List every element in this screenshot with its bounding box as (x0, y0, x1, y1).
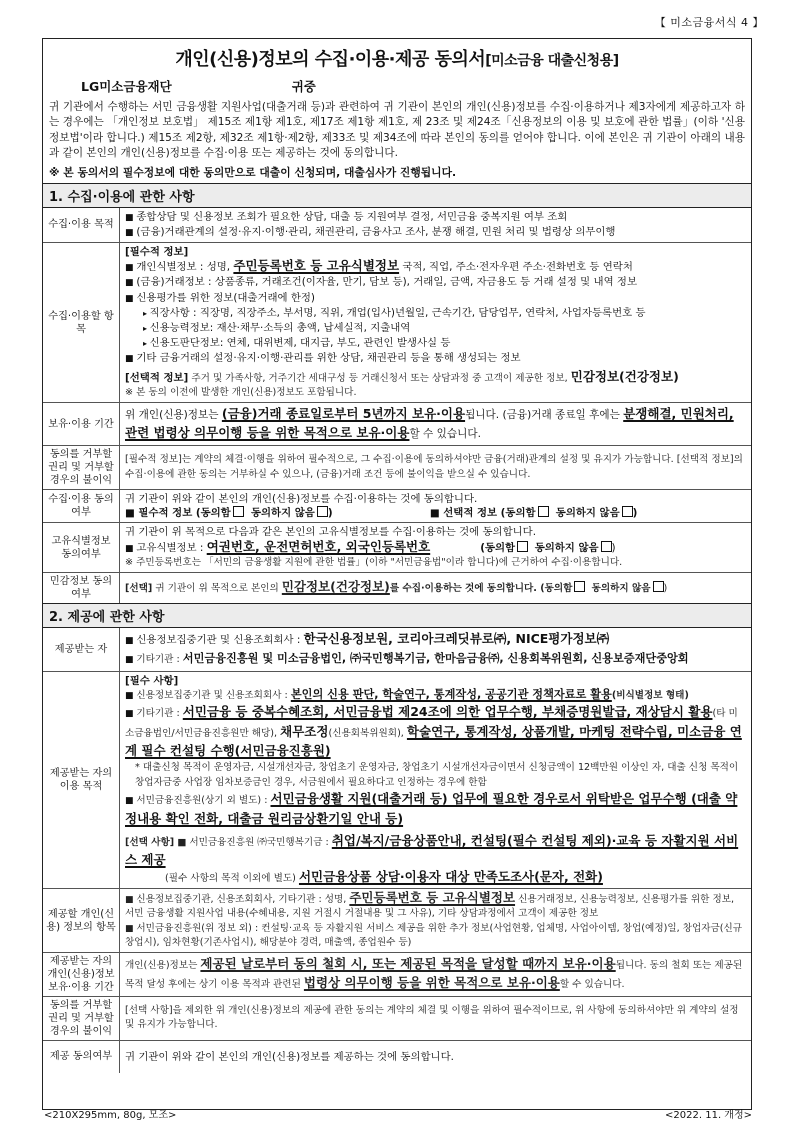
required-disagree-checkbox[interactable] (317, 506, 328, 517)
ret-c: 됩니다. (금융)거래 종료일 후에는 (465, 409, 624, 422)
use-star-note: * 대출신청 목적이 운영자금, 시설개선자금, 창업초기 운영자금, 창업초기 시설개선자금이면서 신청금액이 12백만원 이상인 자, 대출 신청 목적이 창업자금중 사업장 임차보증금인 경우, 서금원에서 필요하다고 인정하는 경우에 한함 (135, 762, 739, 788)
required-sub-3: ▸ 신용도판단정보: 연체, 대위변제, 대지급, 부도, 관련인 발생사실 등 (125, 336, 746, 351)
recipient-label: 제공받는 자 (43, 628, 120, 672)
use-2c: (타 미소금융법인/서민금융진흥원만 해당), (125, 708, 738, 740)
sens-agree: 를 수집·이용하는 것에 동의합니다. (동의함 (389, 582, 573, 594)
retention-label: 보유·이용 기간 (43, 403, 120, 446)
use-opt-e: 서민금융상품 상담·이용자 대상 만족도조사(문자, 전화) (298, 868, 603, 884)
ret-a: 위 개인(신용)정보는 (125, 409, 222, 422)
section1-heading: 1. 수집·이용에 관한 사항 (43, 183, 751, 208)
consent-text: 귀 기관이 위와 같이 본인의 개인(신용)정보를 수집·이용하는 것에 동의합니다. (125, 493, 478, 506)
agree-label: 제공 동의여부 (43, 1040, 120, 1073)
sens-disagree: 동의하지 않음 (591, 582, 651, 594)
use-1a: 신용정보집중기관 및 신용조회회사 : (136, 690, 291, 702)
uid-disagree: 동의하지 않음 (534, 541, 599, 554)
uid-text: 귀 기관이 위 목적으로 다음과 같은 본인의 고유식별정보를 수집·이용하는 것에 동의합니다. (125, 526, 537, 539)
notice: ※ 본 동의서의 필수정보에 대한 동의만으로 대출이 신청되며, 대출심사가 진행됩니다. (49, 165, 457, 179)
use-2f: 학술연구, 통계작성, 상품개발, 마케팅 전략수립, 미소금융 연계 필수 컨설팅 수행(서민금융진흥원) (125, 724, 742, 759)
refuse2-text: [선택 사항]을 제외한 위 개인(신용)정보의 제공에 관한 동의는 계약의 체결 및 이행을 위하여 필수적이므로, 위 사항에 동의하셔야만 위 계약의 설정 및 유지가 가능합니다. (120, 996, 752, 1040)
optional-note: ※ 본 동의 이전에 발생한 개인(신용)정보도 포함됩니다. (125, 386, 357, 398)
keep-e: 할 수 있습니다. (559, 979, 625, 991)
section2-table (43, 628, 751, 1073)
sensitive-agree-checkbox[interactable] (574, 581, 585, 592)
use-item-3 (125, 790, 746, 829)
recv-1b: 한국신용정보원, 코리아크레딧뷰로㈜, NICE평가정보㈜ (303, 631, 610, 647)
use-1b: 본인의 신용 판단, 학술연구, 통계작성, 공공기관 정책자료로 활용 (290, 688, 612, 702)
use-item-1 (125, 688, 746, 703)
optional-info (125, 370, 746, 386)
intro-paragraph: 귀 기관에서 수행하는 서민 금융생활 지원사업(대출거래 등)과 관련하여 귀 기관이 본인의 개인(신용)정보를 수집·이용하거나 제3자에게 제공하고자 하는 경우에는 「개인정보 보호법」 제15조 제1항 제1호, 제17조 제1항 제1호, 제 23조 및 제24조「신용정보의 이용 및 보호에 관한 법률」(이하 '신용정보법'이라 합니다.) 제15조 제2항, 제32조 제1항·제2항, 제33조 및 제34조에 따라 본인의 동의를 얻어야 합니다. 이에 본인은 귀 기관이 아래의 내용과 같이 본인의 개인(신용)정보를 수집·이용 또는 제공하는 것에 동의합니다. (49, 101, 745, 160)
required-item-4: ■ 기타 금융거래의 설정·유지·이행·관리를 위한 상담, 채권관리 등을 통해 생성되는 정보 (125, 351, 746, 366)
required-sub-2: ▸ 신용능력정보: 재산·채무·소득의 총액, 납세실적, 지출내역 (125, 321, 746, 336)
prov-1b: 주민등록번호 등 고유식별정보 (349, 890, 516, 906)
required-item-2: ■ (금융)거래정보 : 상품종류, 거래조건(이자율, 만기, 담보 등), 거래일, 금액, 자금용도 등 거래 설정 및 내역 정보 (125, 275, 746, 290)
section2-heading: 2. 제공에 관한 사항 (43, 603, 751, 628)
use-2d: 채무조정 (280, 724, 329, 740)
uid-item-a: 고유식별정보 : (136, 541, 207, 554)
opt-a: [선택적 정보] (125, 371, 189, 384)
optional-agree-checkbox[interactable] (538, 506, 549, 517)
req-1b: 주민등록번호 등 고유식별정보 (233, 258, 400, 274)
use-opt-a: [선택 사항] (125, 836, 175, 848)
req-1a: 개인식별정보 : 성명, (136, 261, 234, 274)
use-required-title: [필수 사항] (125, 675, 179, 688)
required-item-1 (125, 259, 746, 275)
use-item-2 (125, 703, 746, 761)
consent-required: ■ 필수적 정보 (동의함 (125, 507, 231, 520)
sensitive-label: 민감정보 동의여부 (43, 573, 120, 604)
provided-item-1 (125, 891, 746, 921)
uid-disagree-checkbox[interactable] (601, 541, 612, 552)
use-label: 제공받는 자의 이용 목적 (43, 672, 120, 889)
req-1c: 국적, 직업, 주소·전자우편 주소·전화번호 등 연락처 (399, 261, 633, 274)
prov-1c: 신용거래정보, 신용능력정보, 신용평가를 위한 정보, 서민 금융생활 지원사업 내용(수혜내용, 지원 거절시 거절내용 및 그 사유), 기타 상담과정에서 고객이 제공한 정보 (125, 894, 735, 920)
purpose-item-2: ■ (금융)거래관계의 설정·유지·이행·관리, 채권관리, 금융사고 조사, 분쟁 해결, 민원 처리 및 법령상 의무이행 (125, 225, 746, 240)
sens-b: 귀 기관이 위 목적으로 본인의 (152, 582, 282, 594)
consent-choices: ■ 필수적 정보 (동의함 동의하지 않음 ) ■ 선택적 정보 (동의함 동의하지 않음 ) (125, 507, 638, 520)
use-2e: (신용회복위원회), (328, 728, 407, 740)
opt-b: 주거 및 가족사항, 거주기간 세대구성 등 거래신청서 또는 상담과정 중 고객이 제공한 정보, (188, 372, 571, 384)
use-2a: 기타기관 : (136, 708, 183, 720)
footer-revision: <2022. 11. 개정> (665, 1110, 752, 1121)
purpose-label: 수집·이용 목적 (43, 208, 120, 243)
recipient-item-1 (125, 630, 746, 650)
sens-a: [선택] (125, 582, 153, 594)
use-optional-extra (125, 870, 746, 886)
uid-item: ■ 고유식별정보 : 여권번호, 운전면허번호, 외국인등록번호 (동의함 동의하지 않음 ) (125, 540, 746, 556)
use-opt-c: 취업/복지/금융상품안내, 컨설팅(필수 컨설팅 제외)·교육 등 자활지원 서비스 제공 (125, 832, 739, 867)
consent-form (42, 38, 752, 1110)
purpose-item-1: ■ 종합상담 및 신용정보 조회가 필요한 상담, 대출 등 지원여부 결정, 서민금융 중복지원 여부 조회 (125, 210, 746, 225)
keep-c: 됩니다. 동의 철회 또는 제공된 목적 달성 후에는 상기 이용 목적과 관련된 (125, 960, 743, 991)
footer-paper-spec: <210X295mm, 80g, 모조> (44, 1110, 177, 1121)
ret-d: 분쟁해결, 민원처리, 관련 법령상 의무이행 등을 위한 목적으로 보유·이용 (125, 406, 734, 441)
use-optional (125, 832, 746, 870)
uid-label: 고유식별정보 동의여부 (43, 523, 120, 573)
consent-optional: ■ 선택적 정보 (동의함 (429, 507, 536, 520)
refuse-text: [필수적 정보]는 계약의 체결·이행을 위하여 필수적으로, 그 수집·이용에 동의하셔야만 금융(거래)관계의 설정 및 유지가 가능합니다. [선택적 정보]의 수집·이용에 관한 동의는 거부하실 수 있으나, (금융)거래 조건 등에 불이익을 받으실 수 있습니다. (120, 446, 752, 490)
optional-disagree-checkbox[interactable] (622, 506, 633, 517)
ret-b: (금융)거래 종료일로부터 5년까지 보유·이용 (221, 406, 466, 422)
required-sub-1: ▸ 직장사항 : 직장명, 직장주소, 부서명, 직위, 개업(입사)년월일, 근속기간, 담당업무, 연락처, 사업자등록번호 등 (125, 306, 746, 321)
title-main: 개인(신용)정보의 수집·이용·제공 동의서 (175, 49, 486, 70)
recv-2a: 기타기관 : (136, 654, 183, 666)
prov-1a: 신용정보집중기관, 신용조회회사, 기타기관 : 성명, (136, 894, 350, 906)
consent-label: 수집·이용 동의 여부 (43, 490, 120, 523)
keep-b: 제공된 날로부터 동의 철회 시, 또는 제공된 목적을 달성할 때까지 보유·이용 (200, 956, 616, 972)
recv-2b: 서민금융진흥원 및 미소금융법인, ㈜국민행복기금, 한마음금융㈜, 신용회복위원회, 신용보증재단중앙회 (182, 652, 689, 666)
recv-1a: 신용정보집중기관 및 신용조회회사 : (136, 634, 304, 647)
required-agree-checkbox[interactable] (233, 506, 244, 517)
use-opt-d: (필수 사항의 목적 이외에 별도) (165, 872, 299, 884)
title-sub: [미소금융 대출신청용] (485, 53, 619, 69)
form-tag: 【 미소금융서식 4 】 (654, 16, 764, 29)
required-info-title: [필수적 정보] (125, 246, 189, 259)
provided-item-2: ■ 서민금융진흥원(위 정보 외) : 컨설팅·교육 등 자활지원 서비스 제공을 위한 추가 정보(사업현황, 업체명, 사업아이템, 창업(예정)일, 창업자금(신규창업시), 임차현황(기존사업시), 해당분야 경력, 매출액, 종업원수 등) (125, 922, 746, 950)
items-label: 수집·이용할 항목 (43, 243, 120, 403)
uid-agree-checkbox[interactable] (517, 541, 528, 552)
recipient-org: LG미소금융재단 (81, 79, 172, 94)
recipient (81, 77, 751, 95)
opt-c: 민감정보(건강정보) (570, 368, 679, 384)
consent-optional-no: 동의하지 않음 (555, 507, 620, 520)
section1-table: 수집·이용 목적 ■ 종합상담 및 신용정보 조회가 필요한 상담, 대출 등 지원여부 결정, 서민금융 중복지원 여부 조회 ■ (금융)거래관계의 설정·유지·이행·관리, 채권관리, 금융사고 조사, 분쟁 해결, 민원 처리 및 법령상 의무이행 수집·이용할 항목 [필수적 정보] ■ 개인식별정보 : 성명, 주민등록번호 등 고유식별정보 국적, 직업, 주소·전자우편 주소·전화번호 등 연락처 ■ (금융)거래정보 : 상품종류, 거래조건(이자율, 만기, 담보 등), 거래일, 금액, 자금용도 등 거래 설정 및 내역 정보 ■ 신용평가를 위한 정보(대출거래에 한정) ▸ 직장사항 : 직장명, 직장주소, 부서명, 직위, 개업(입사)년월일, 근속기간, 담당업무, 연락처, 사업자등록번호 등 ▸ 신용능력정보: 재산·채무·소득의 총액, 납세실적, 지출내역 ▸ 신용도판단정보: 연체, 대위변제, 대지급, 부도, 관련인 발생사실 등 ■ 기타 금융거래의 설정·유지·이행·관리를 위한 상담, 채권관리 등을 통해 생성되는 정보 [선택적 정보] 주거 및 가족사항, 거주기간 세대구성 등 거래신청서 또는 상담과정 중 고객이 제공한 정보, 민감정보(건강정보) ※ 본 동의 이전에 발생한 개인(신용)정보도 포함됩니다. 보유·이용 기간 위 개인(신용)정보는 (금융)거래 종료일로부터 5년까지 보유·이용됩니다. (금융)거래 종료일 후에는 분쟁해결, 민원처리, 관련 법령상 의무이행 등을 위한 목적으로 보유·이용할 수 있습니다. 동의를 거부할 권리 및 거부할 경우의 불이익 [필수적 정보]는 계약의 체결·이행을 위하여 필수적으로, 그 수집·이용에 동의하셔야만 금융(거래)관계의 설정 및 유지가 가능합니다. [선택적 정보]의 수집·이용에 관한 동의는 거부하실 수 있으나, (금융)거래 조건 등에 불이익을 받으실 수 있습니다. 수집·이용 동의 여부 귀 기관이 위와 같이 본인의 개인(신용)정보를 수집·이용하는 것에 동의합니다. ■ 필수적 정보 (동의함 동의하지 않음 ) ■ 선택적 정보 (동의함 동의하지 않음 ) 고유식별정보 동의여부 귀 기관이 위 목적으로 다음과 같은 본인의 고유식별정보를 수집·이용하는 것에 동의합니다. ■ 고유식별정보 : 여권번호, 운전면허번호, 외국인등록번호 (동의함 동의하지 않음 ) ※ 주민등록번호는 「서민의 금융생활 지원에 관한 법률」(이하 "서민금융법"이라 합니다)에 근거하여 수집·이용합니다. 민감정보 동의여부 [선택] 귀 기관이 위 목적으로 본인의 민감정보(건강정보)를 수집·이용하는 것에 동의합니다. (동의함 동의하지 않음 ) (43, 208, 751, 603)
uid-agree: (동의함 (480, 541, 516, 554)
use-opt-b: ■ 서민금융진흥원 ㈜국민행복기금 : (174, 836, 332, 848)
use-3b: 서민금융생활 지원(대출거래 등) 업무에 필요한 경우로서 위탁받은 업무수행 (대출 약정내용 확인 전화, 대출금 원리금상환기일 안내 등) (125, 790, 738, 826)
sensitive-disagree-checkbox[interactable] (653, 581, 664, 592)
uid-note: ※ 주민등록번호는 「서민의 금융생활 지원에 관한 법률」(이하 "서민금융법"이라 합니다)에 근거하여 수집·이용합니다. (125, 556, 623, 568)
keep-label: 제공받는 자의 개인(신용)정보 보유·이용 기간 (43, 952, 120, 996)
use-3a: 서민금융진흥원(상기 외 별도) : (136, 794, 271, 806)
keep-d: 법령상 의무이행 등을 위한 목적으로 보유·이용 (303, 975, 560, 991)
recipient-item-2 (125, 650, 746, 669)
required-item-3: ■ 신용평가를 위한 정보(대출거래에 한정) (125, 291, 746, 306)
use-2b: 서민금융 등 중복수혜조회, 서민금융법 제24조에 의한 업무수행, 부채증명원발급, 재상담시 활용 (182, 704, 713, 720)
page-title (43, 45, 751, 71)
consent-required-no: 동의하지 않음 (250, 507, 315, 520)
recipient-suffix: 귀중 (291, 79, 316, 94)
ret-e: 할 수 있습니다. (409, 428, 481, 441)
provided-items-label: 제공할 개인(신용) 정보의 항목 (43, 889, 120, 953)
refuse-label: 동의를 거부할 권리 및 거부할 경우의 불이익 (43, 446, 120, 490)
keep-a: 개인(신용)정보는 (125, 960, 201, 972)
sens-c: 민감정보(건강정보) (281, 578, 390, 594)
agree-text: 귀 기관이 위와 같이 본인의 개인(신용)정보를 제공하는 것에 동의합니다. (120, 1040, 752, 1073)
uid-item-b: 여권번호, 운전면허번호, 외국인등록번호 (206, 538, 431, 554)
refuse2-label: 동의를 거부할 권리 및 거부할 경우의 불이익 (43, 996, 120, 1040)
use-1c: (비식별정보 형태) (611, 690, 689, 702)
